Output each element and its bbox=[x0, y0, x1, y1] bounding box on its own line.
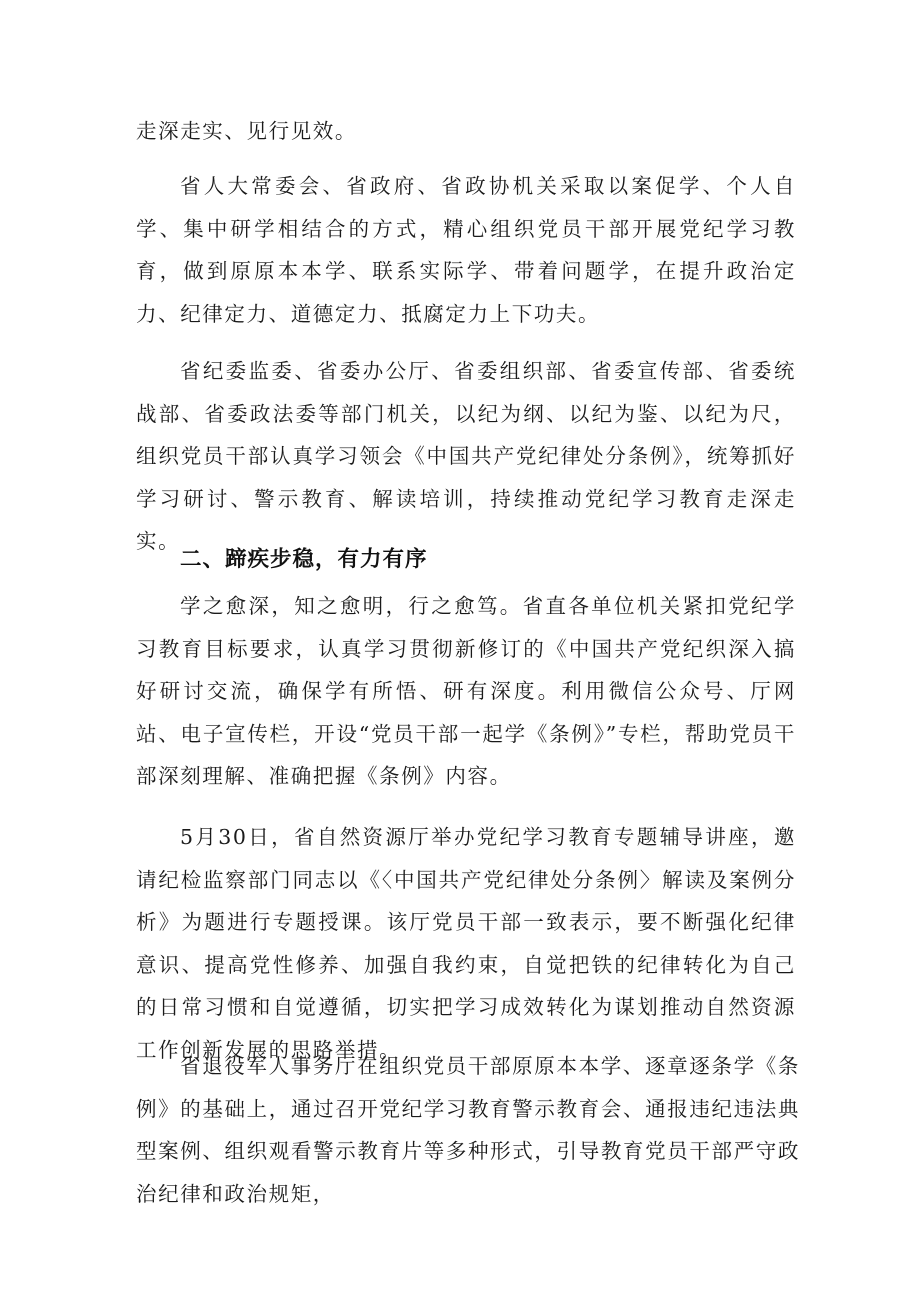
paragraph-discipline-commission: 省纪委监委、省委办公厅、省委组织部、省委宣传部、省委统战部、省委政法委等部门机关，以纪为纲、以纪为鉴、以纪为尺，组织党员干部认真学习领会《中国共产党纪律处分条例》，统筹抓好学习研讨、警示教育、解读培训，持续推动党纪学习教育走深走实。 bbox=[136, 359, 796, 553]
section-heading: 二、蹄疾步稳，有力有序 bbox=[180, 547, 428, 572]
paragraph-provincial-congress: 省人大常委会、省政府、省政协机关采取以案促学、个人自学、集中研学相结合的方式，精心组织党员干部开展党纪学习教育，做到原原本本学、联系实际学、带着问题学，在提升政治定力、纪律定力、道德定力、抵腐定力上下功夫。 bbox=[136, 174, 796, 326]
paragraph-study-deepening: 学之愈深，知之愈明，行之愈笃。省直各单位机关紧扣党纪学习教育目标要求，认真学习贯彻新修订的《中国共产党纪织深入搞好研讨交流，确保学有所悟、研有深度。利用微信公众号、厅网站、电子宣传栏，开设“党员干部一起学《条例》”专栏，帮助党员干部深刻理解、准确把握《条例》内容。 bbox=[136, 594, 796, 788]
paragraph-natural-resources: 5月30日，省自然资源厅举办党纪学习教育专题辅导讲座，邀请纪检监察部门同志以《〈中国共产党纪律处分条例〉解读及案例分析》为题进行专题授课。该厅党员干部一致表示，要不断强化纪律意识、提高党性修养、加强自我约束，自觉把铁的纪律转化为自己的日常习惯和自觉遵循，切实把学习成效转化为谋划推动自然资源工作创新发展的思路举措。 bbox=[136, 825, 796, 1062]
paragraph-continuation: 走深走实、见行见效。 bbox=[136, 119, 357, 143]
paragraph-veterans-affairs: 省退役军人事务厅在组织党员干部原原本本学、逐章逐条学《条例》的基础上，通过召开党纪学习教育警示教育会、通报违纪违法典型案例、组织观看警示教育片等多种形式，引导教育党员干部严守政治纪律和政治规矩， bbox=[136, 1054, 800, 1206]
